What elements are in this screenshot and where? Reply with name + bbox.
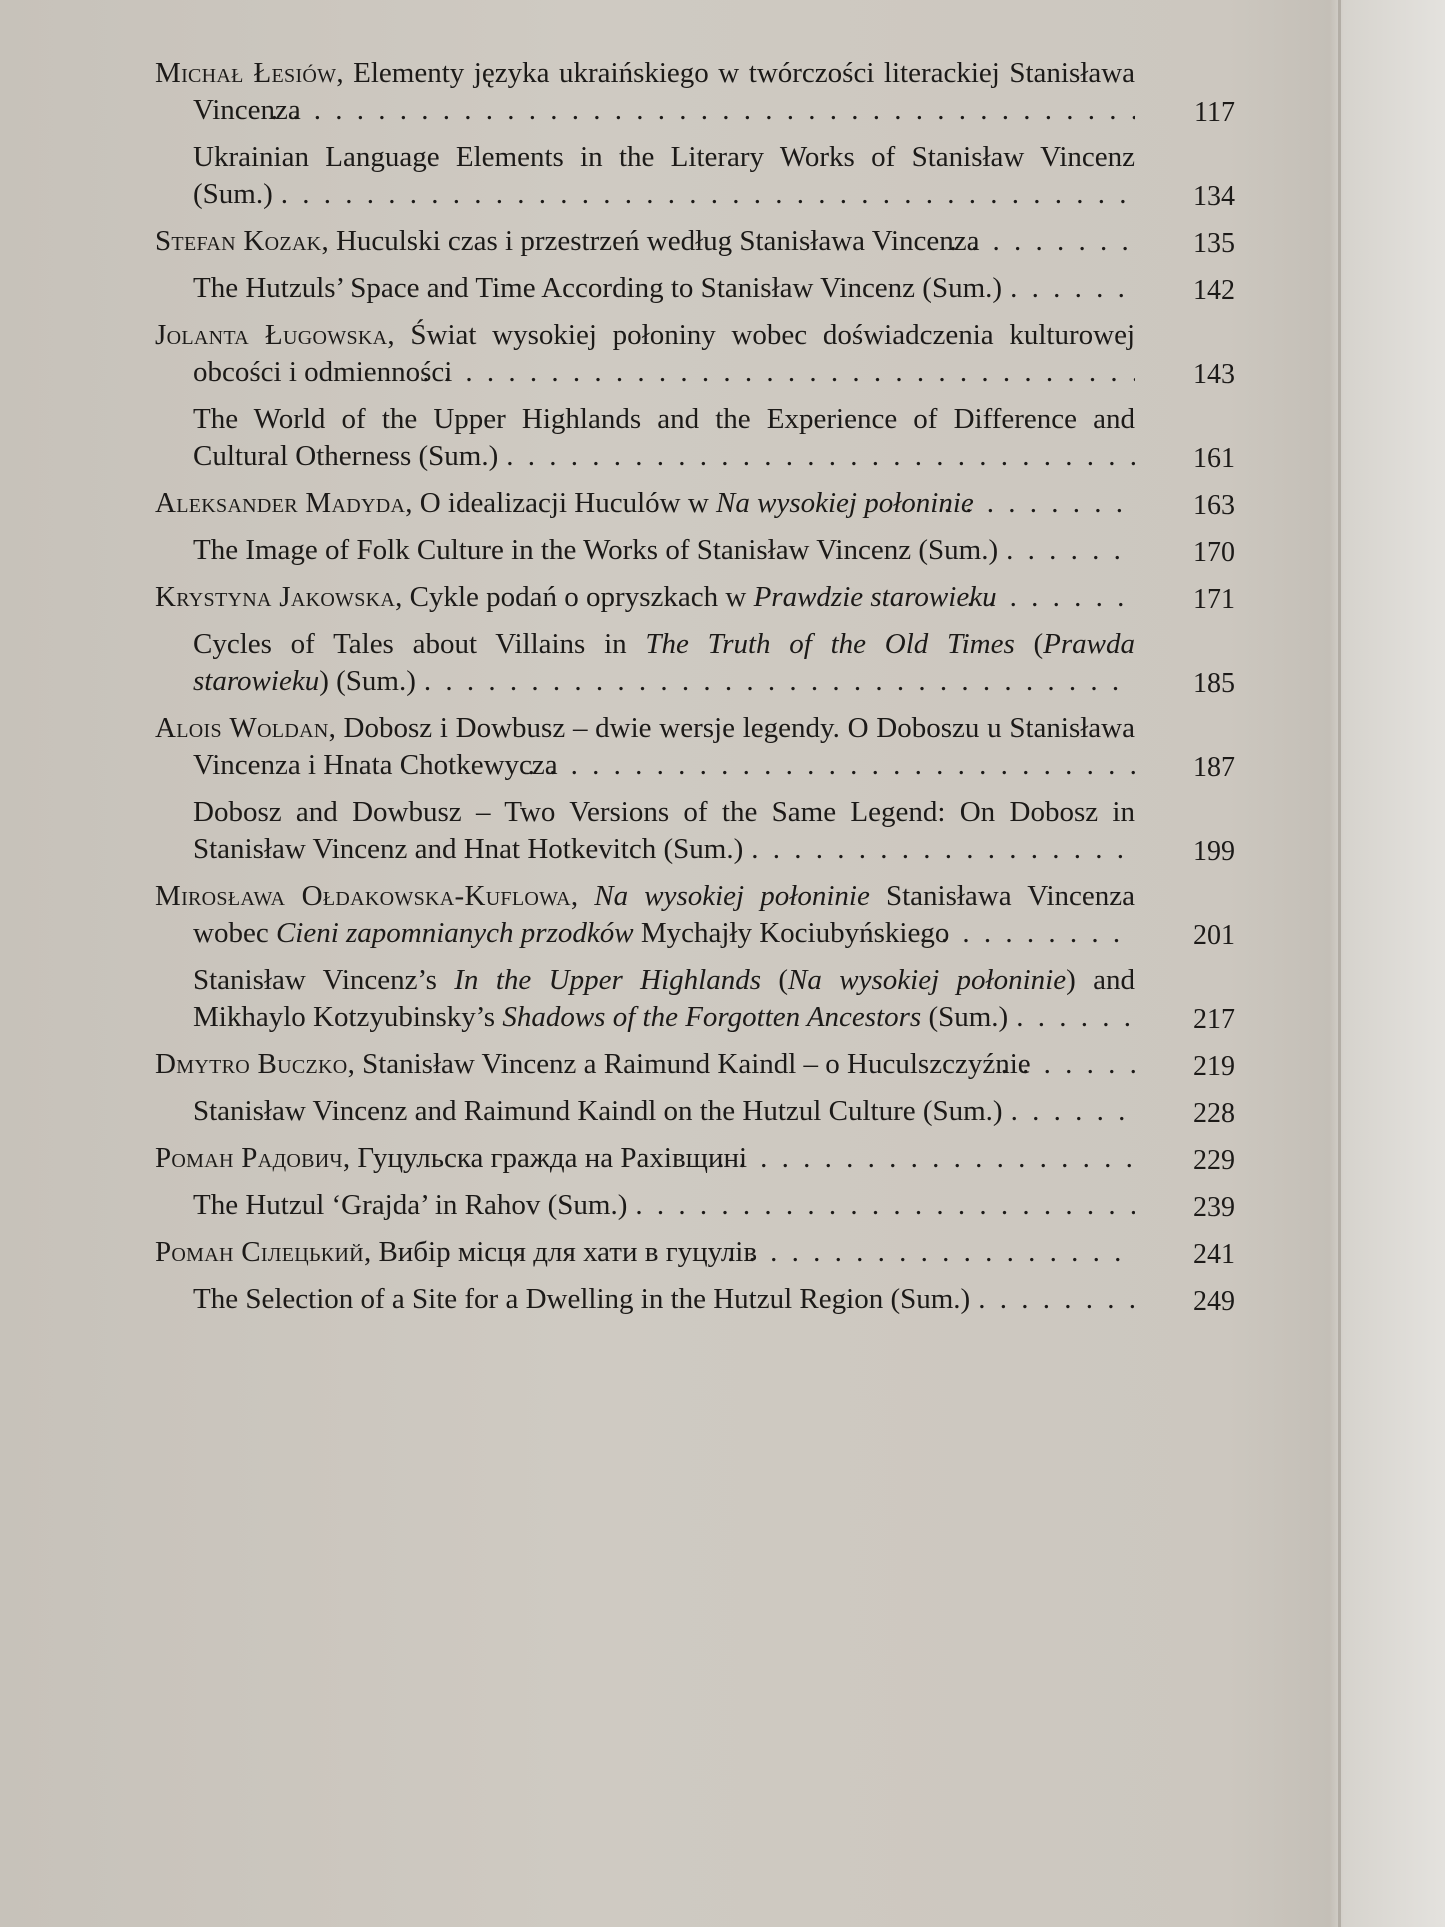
page-number: 239 [1193,1192,1235,1223]
summary-title-part: Stanisław Vincenz and Raimund Kaindl on the Hutzul Culture (Sum.) [193,1095,1003,1127]
article-text [155,55,1135,129]
separator: , [342,1142,358,1174]
page-number: 134 [1193,181,1235,212]
article-text [155,485,1135,522]
summary-text [155,1093,1135,1130]
summary-item [155,270,1255,307]
article-title-part: Stanisława Vincenza wobec [193,880,1135,949]
summary-item [155,962,1255,1036]
toc-entry [155,317,1255,475]
summary-text [155,1281,1135,1318]
summary-text [155,794,1135,868]
article-item [155,223,1255,260]
summary-text [155,270,1135,307]
article-item [155,317,1255,391]
summary-title-part: ) and Mikhaylo Kotzyubinsky’s [193,964,1135,1033]
toc-entry [155,1234,1255,1318]
article-title-part: Elementy języka ukraińskiego w twórczości literackiej Stanisława Vincenza [193,57,1135,126]
article-text [155,1046,1135,1083]
summary-title-part: Ukrainian Language Elements in the Literary Works of Stanisław Vincenz (Sum.) [193,141,1135,210]
article-title-part: Na wysokiej połoninie [594,880,870,912]
article-text [155,579,1135,616]
page-number: 170 [1193,537,1235,568]
page-number: 135 [1193,228,1235,259]
separator: , [363,1236,379,1268]
author-name: Aleksander Madyda [155,487,406,519]
summary-title-part: The Hutzuls’ Space and Time According to Stanisław Vincenz (Sum.) [193,272,1003,304]
page-number: 219 [1193,1051,1235,1082]
article-text [155,710,1135,784]
toc-entry [155,223,1255,307]
author-name: Mirosława Ołdakowska-Kuflowa [155,880,571,912]
author-name: Michał Łesiów [155,57,337,89]
summary-title-part: The Selection of a Site for a Dwelling in the Hutzul Region (Sum.) [193,1283,971,1315]
toc-entry [155,485,1255,569]
summary-title-part: Cycles of Tales about Villains in [193,628,646,660]
article-text [155,878,1135,952]
summary-item [155,401,1255,475]
separator: , [405,487,420,519]
summary-title-part: The Hutzul ‘Grajda’ in Rahov (Sum.) [193,1189,628,1221]
summary-title-part: The World of the Upper Highlands and the Experience of Difference and Cultural Otherness (Sum.) [193,403,1135,472]
page-number: 187 [1193,752,1235,783]
article-title-part: Cieni zapomnianych przodków [275,917,634,949]
summary-item [155,1187,1255,1224]
separator: , [328,712,344,744]
summary-title-part: Stanisław Vincenz’s [193,964,455,996]
summary-item [155,626,1255,700]
summary-title-part: Prawda starowieku [193,628,1135,697]
page-number: 229 [1193,1145,1235,1176]
summary-text [155,139,1135,213]
summary-title-part: Na wysokiej połoninie [788,964,1067,996]
summary-item [155,1093,1255,1130]
separator: , [347,1048,363,1080]
summary-text [155,401,1135,475]
summary-title-part: (Sum.) [921,1001,1009,1033]
page-number: 117 [1194,97,1235,128]
summary-title-part: In the Upper Highlands [454,964,761,996]
author-name: Dmytro Buczko [155,1048,348,1080]
article-item [155,1234,1255,1271]
page-number: 163 [1193,490,1235,521]
article-item [155,485,1255,522]
article-text [155,1140,1135,1177]
article-title-part: Świat wysokiej połoniny wobec doświadczenia kulturowej obcości i odmienności [193,319,1135,388]
summary-text [155,962,1135,1036]
summary-item [155,139,1255,213]
summary-item [155,532,1255,569]
author-name: Роман Радович [155,1142,343,1174]
article-title-part: O idealizacji Huculów w [419,487,717,519]
summary-title-part: Shadows of the Forgotten Ancestors [502,1001,922,1033]
article-title-part: Вибір місця для хати в гуцулів [378,1236,758,1268]
separator: , [570,880,595,912]
toc-entry [155,1140,1255,1224]
article-text [155,317,1135,391]
page-number: 241 [1193,1239,1235,1270]
article-item [155,710,1255,784]
article-title-part: Na wysokiej połoninie [716,487,974,519]
separator: , [336,57,354,89]
author-name: Stefan Kozak [155,225,322,257]
summary-title-part: The Image of Folk Culture in the Works of Stanisław Vincenz (Sum.) [193,534,999,566]
article-title-part: Гуцульска гражда на Рахівщині [357,1142,748,1174]
summary-item [155,794,1255,868]
article-item [155,1046,1255,1083]
article-item [155,579,1255,616]
article-text [155,223,1135,260]
toc-entry [155,55,1255,213]
page-number: 249 [1193,1286,1235,1317]
article-title-part: Prawdzie starowieku [753,581,997,613]
separator: , [387,319,411,351]
toc-entry [155,878,1255,1036]
separator: , [395,581,410,613]
page-number: 161 [1193,443,1235,474]
article-title-part: Huculski czas i przestrzeń według Stanisława Vincenza [335,225,980,257]
summary-title-part: ( [1014,628,1044,660]
article-item [155,878,1255,952]
toc-entry [155,579,1255,700]
page-number: 143 [1193,359,1235,390]
author-name: Krystyna Jakowska [155,581,396,613]
summary-title-part: Dobosz and Dowbusz – Two Versions of the Same Legend: On Dobosz in Stanisław Vincenz and Hnat Hotkevitch (Sum.) [193,796,1135,865]
summary-text [155,532,1135,569]
article-item [155,55,1255,129]
table-of-contents [155,55,1255,1328]
summary-text [155,1187,1135,1224]
author-name: Роман Сілецький [155,1236,364,1268]
author-name: Alois Woldan [155,712,329,744]
toc-entry [155,1046,1255,1130]
summary-title-part: ( [760,964,789,996]
article-item [155,1140,1255,1177]
article-title-part: Cykle podań o opryszkach w [409,581,754,613]
separator: , [321,225,336,257]
toc-entry [155,710,1255,868]
page-number: 185 [1193,668,1235,699]
page-number: 142 [1193,275,1235,306]
summary-item [155,1281,1255,1318]
page-edge [1338,0,1341,1927]
summary-title-part: The Truth of the Old Times [645,628,1015,660]
article-text [155,1234,1135,1271]
page-number: 171 [1193,584,1235,615]
page-number: 199 [1193,836,1235,867]
article-title-part: Mychajły Kociubyńskiego [633,917,950,949]
article-title-part: Dobosz i Dowbusz – dwie wersje legendy. O Doboszu u Stanisława Vincenza i Hnata Chotkewycza [193,712,1135,781]
summary-text [155,626,1135,700]
author-name: Jolanta Ługowska [155,319,388,351]
summary-title-part: ) (Sum.) [319,665,416,697]
article-title-part: Stanisław Vincenz a Raimund Kaindl – o Huculszczyźnie [362,1048,1031,1080]
page-number: 228 [1193,1098,1235,1129]
page-number: 201 [1193,920,1235,951]
page-number: 217 [1193,1004,1235,1035]
